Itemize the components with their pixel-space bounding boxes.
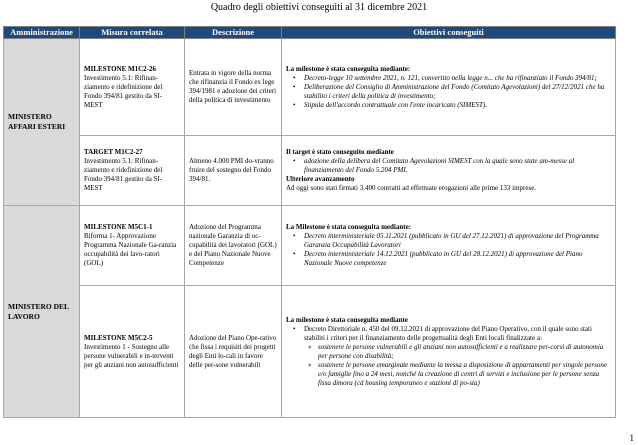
list-item xyxy=(304,325,611,388)
list-item: • Decreto interministeriale 05.11.2021 (pubblicato in GU del 27.12.2021) di approvazione del Programma Garanzia Occupabilità Lavoratori xyxy=(304,232,611,250)
measure-cell xyxy=(80,206,185,286)
measure-text: Investimento 5.1: Rifinan-ziamento e ridefinizione del Fondo 394/81 gestito da SI-MEST xyxy=(84,157,163,192)
table-row xyxy=(4,286,616,418)
list-item: • Deliberazione del Consiglio di Amministrazione del Fondo (Comitato Agevolazioni) del 27/12/2021 che ha stabilito i criteri della politica di investimento; xyxy=(304,83,611,101)
measure-code: MILESTONE M5C1-1 xyxy=(84,223,153,231)
measure-code: MILESTONE M5C2-5 xyxy=(84,333,153,342)
list-item: • Stipula dell'accordo contrattuale con l'ente incaricato (SIMEST). xyxy=(304,101,611,110)
table-row xyxy=(4,136,616,206)
measure-text: Investimento 1 - Sostegno alle persone vulnerabili e in-terventi per gli anziani non autosufficienti xyxy=(84,342,179,369)
objectives-cell xyxy=(282,206,616,286)
header-descrizione: Descrizione xyxy=(185,27,282,39)
measure-cell xyxy=(80,136,185,206)
measure-cell xyxy=(80,39,185,136)
objectives-cell xyxy=(282,286,616,418)
measure-text: Riforma 1- Approvazione Programma Nazionale Ga-ranzia occupabilità dei lavo-ratori (GOL) xyxy=(84,232,177,267)
decree-intro: Decreto Direttoriale n. 450 del 09.12.2021 di approvazione del Piano Operativo, con il quale sono stati stabiliti i criteri per il finanziamento delle progettualità degli Enti locali finalizzate a: xyxy=(304,324,592,342)
table-row xyxy=(4,39,616,136)
objective-lead: Il target è stato conseguito mediante xyxy=(286,148,394,156)
list-item: • Decreto-legge 10 settembre 2021, n. 121, convertito nella legge n... che ha rifinanziato il Fondo 394/81; xyxy=(304,74,611,83)
objectives-table xyxy=(3,26,616,418)
objectives-cell xyxy=(282,136,616,206)
list-item: • Decreto interministeriale 14.12.2021 (pubblicato in GU del 28.12.2021) di approvazione del Piano Nazionale Nuove competenze xyxy=(304,250,611,268)
admin-cell: MINISTERO AFFARI ESTERI xyxy=(4,39,80,206)
page-number: 1 xyxy=(629,433,634,443)
list-item: • adozione della delibera del Comitato Agevolazioni SIMEST con la quale sono state am-messe al finanziamento del Fondo 5.204 PMI. xyxy=(304,157,611,175)
description-cell: Almeno 4.000 PMI do-vranno fruire del sostegno del Fondo 394/81. xyxy=(185,136,282,206)
header-amministrazione: Amministrazione xyxy=(4,27,80,39)
header-row xyxy=(4,27,616,39)
measure-code: TARGET M1C2-27 xyxy=(84,148,143,156)
measure-text: Investimento 5.1: Rifinan-ziamento e ridefinizione del Fondo 394/81 gestito da SI-MEST xyxy=(84,73,163,109)
objective-lead: La milestone è stata conseguita mediante: xyxy=(286,64,411,73)
objective-lead: La Milestone è stata conseguita mediante: xyxy=(286,223,412,231)
objective-list xyxy=(286,74,611,110)
progress-text: Ad oggi sono stati firmati 3.400 contratti ad effettuate erogazioni alle prime 133 imprese. xyxy=(286,184,537,192)
document-title: Quadro degli obiettivi conseguiti al 31 dicembre 2021 xyxy=(210,2,428,13)
measure-code: MILESTONE M1C2-26 xyxy=(84,64,157,73)
description-cell: Adozione del Programma nazionale Garanzia di oc-cupabilità dei lavoratori (GOL) e del Piano Nazionale Nuove Competenze xyxy=(185,206,282,286)
objective-list xyxy=(286,232,611,268)
admin-cell: MINISTERO DEL LAVORO xyxy=(4,206,80,418)
objective-lead: La milestone è stata conseguita mediante xyxy=(286,315,408,324)
sub-list xyxy=(304,343,611,388)
description-cell: Adozione del Piano Ope-rativo che fissa i requisiti dei progetti degli Enti lo-cali in favore delle per-sone vulnerabili xyxy=(185,286,282,418)
header-obiettivi: Obiettivi conseguiti xyxy=(282,27,616,39)
sub-list-item: » sostenere le persone vulnerabili e gli anziani non autosufficienti e a realizzare per-corsi di autonomia per persone con disabilità; xyxy=(318,343,611,361)
objectives-cell xyxy=(282,39,616,136)
sub-list-item: » sostenere le persone emarginate mediante la messa a disposizione di appartamenti per singole persone e/o famiglie fino a 24 mesi, nonché la creazione di centri di servizi e inclusione per le persone senza fissa dimora (cd housing temporaneo e stazioni di po-sta) xyxy=(318,361,611,388)
table-row xyxy=(4,206,616,286)
description-cell: Entrata in vigore della norma che rifinanzia il Fondo ex lege 394/1981 e adozione dei criteri della politica di investimento xyxy=(185,39,282,136)
measure-cell xyxy=(80,286,185,418)
progress-lead: Ulteriore avanzamento xyxy=(286,175,355,183)
objective-list xyxy=(286,157,611,175)
objective-list xyxy=(286,325,611,388)
header-misura: Misura correlata xyxy=(80,27,185,39)
